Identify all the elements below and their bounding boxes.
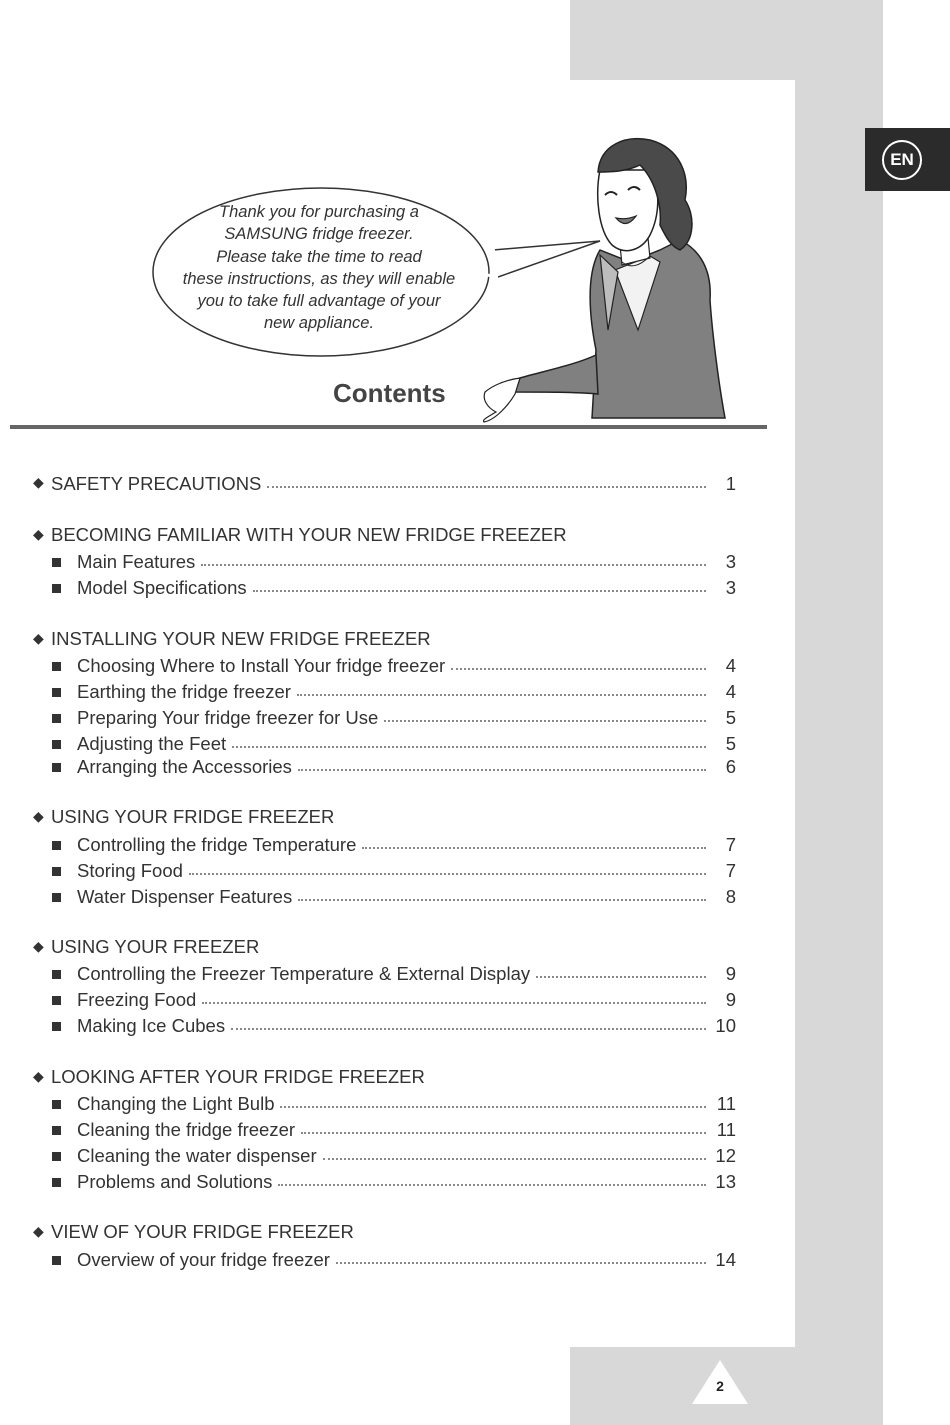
bubble-line: new appliance.	[263, 314, 375, 333]
gray-panel-right	[795, 0, 883, 1425]
toc-section-title: VIEW OF YOUR FRIDGE FREEZER	[51, 1221, 354, 1242]
toc-page-number: 7	[725, 834, 736, 855]
diamond-icon: ◆	[33, 1068, 44, 1084]
dot-leader	[536, 976, 706, 978]
toc-item-title: Cleaning the fridge freezer	[77, 1119, 296, 1140]
toc-item[interactable]	[52, 832, 736, 856]
toc-item[interactable]	[52, 1247, 736, 1271]
toc-page-number: 9	[725, 963, 736, 984]
toc-item[interactable]	[52, 1117, 736, 1141]
toc-page-number: 10	[715, 1015, 736, 1036]
toc-item-title: Arranging the Accessories	[77, 756, 292, 777]
toc-page-number: 11	[716, 1093, 736, 1114]
square-bullet-icon	[52, 763, 61, 772]
dot-leader	[232, 746, 706, 748]
diamond-icon: ◆	[33, 808, 44, 824]
dot-leader	[384, 720, 706, 722]
dot-leader	[451, 668, 706, 670]
dot-leader	[278, 1184, 706, 1186]
bubble-line: you to take full advantage of your	[197, 292, 441, 311]
toc-page-number: 8	[725, 886, 736, 907]
toc-item-title: Cleaning the water dispenser	[77, 1145, 317, 1166]
toc-page-number: 5	[725, 707, 736, 728]
toc-item-title: Changing the Light Bulb	[77, 1093, 275, 1114]
dot-leader	[231, 1028, 706, 1030]
toc-item-title: Overview of your fridge freezer	[77, 1249, 330, 1270]
diamond-icon: ◆	[33, 526, 44, 542]
toc-page-number: 14	[715, 1249, 736, 1270]
language-label: EN	[882, 140, 922, 180]
diamond-icon: ◆	[33, 630, 44, 646]
toc-page-number: 4	[725, 681, 736, 702]
square-bullet-icon	[52, 740, 61, 749]
bubble-line: SAMSUNG fridge freezer.	[224, 225, 414, 244]
bubble-line: Please take the time to read	[216, 247, 422, 266]
toc-section-title: INSTALLING YOUR NEW FRIDGE FREEZER	[51, 628, 431, 649]
dot-leader	[201, 564, 706, 566]
square-bullet-icon	[52, 1100, 61, 1109]
woman-figure	[484, 139, 726, 422]
square-bullet-icon	[52, 1256, 61, 1265]
toc-section-heading	[33, 806, 733, 828]
toc-item[interactable]	[52, 884, 736, 908]
toc-item[interactable]	[52, 1013, 736, 1037]
dot-leader	[189, 873, 706, 875]
toc-item[interactable]	[52, 653, 736, 677]
toc-section-safety[interactable]	[33, 471, 736, 495]
toc-item[interactable]	[52, 1169, 736, 1193]
toc-item[interactable]	[52, 987, 736, 1011]
toc-section-title: USING YOUR FRIDGE FREEZER	[51, 806, 335, 827]
toc-page-number: 3	[725, 551, 736, 572]
toc-page-number: 6	[725, 756, 736, 777]
toc-section-heading	[33, 1221, 733, 1243]
toc-item-title: Water Dispenser Features	[77, 886, 293, 907]
toc-page-number: 1	[725, 473, 736, 494]
dot-leader	[297, 694, 706, 696]
dot-leader	[253, 590, 706, 592]
dot-leader	[298, 899, 706, 901]
toc-item-title: Preparing Your fridge freezer for Use	[77, 707, 379, 728]
square-bullet-icon	[52, 584, 61, 593]
toc-section-title: SAFETY PRECAUTIONS	[51, 473, 262, 494]
dot-leader	[280, 1106, 706, 1108]
toc-item[interactable]	[52, 575, 736, 599]
square-bullet-icon	[52, 1022, 61, 1031]
diamond-icon: ◆	[33, 1223, 44, 1239]
square-bullet-icon	[52, 970, 61, 979]
square-bullet-icon	[52, 1126, 61, 1135]
toc-page-number: 4	[725, 655, 736, 676]
square-bullet-icon	[52, 996, 61, 1005]
bubble-line: these instructions, as they will enable	[182, 269, 456, 288]
dot-leader	[323, 1158, 706, 1160]
page-number: 2	[716, 1378, 724, 1394]
toc-item-title: Freezing Food	[77, 989, 197, 1010]
square-bullet-icon	[52, 714, 61, 723]
toc-section-heading	[33, 524, 733, 546]
dot-leader	[301, 1132, 706, 1134]
toc-page-number: 5	[725, 733, 736, 754]
language-tab	[865, 128, 950, 191]
toc-page-number: 7	[725, 860, 736, 881]
contents-heading: Contents	[333, 378, 446, 408]
toc-item[interactable]	[52, 1091, 736, 1115]
dot-leader	[267, 486, 706, 488]
square-bullet-icon	[52, 1152, 61, 1161]
toc-item-title: Main Features	[77, 551, 196, 572]
toc-page-number: 9	[725, 989, 736, 1010]
toc-item-title: Controlling the Freezer Temperature & External Display	[77, 963, 531, 984]
toc-item[interactable]	[52, 549, 736, 573]
dot-leader	[298, 769, 706, 771]
toc-item-title: Adjusting the Feet	[77, 733, 227, 754]
toc-item[interactable]	[52, 705, 736, 729]
toc-section-title: USING YOUR FREEZER	[51, 936, 260, 957]
square-bullet-icon	[52, 867, 61, 876]
toc-item-title: Controlling the fridge Temperature	[77, 834, 357, 855]
toc-item[interactable]	[52, 961, 736, 985]
toc-section-title: LOOKING AFTER YOUR FRIDGE FREEZER	[51, 1066, 425, 1087]
toc-item-title: Storing Food	[77, 860, 183, 881]
square-bullet-icon	[52, 893, 61, 902]
toc-item-title: Problems and Solutions	[77, 1171, 273, 1192]
toc-section-heading	[33, 936, 733, 958]
toc-page-number: 12	[715, 1145, 736, 1166]
bubble-line: Thank you for purchasing a	[219, 203, 419, 221]
toc-page-number: 13	[715, 1171, 736, 1192]
square-bullet-icon	[52, 558, 61, 567]
toc-section-heading	[33, 628, 733, 650]
square-bullet-icon	[52, 688, 61, 697]
toc-item[interactable]	[52, 1143, 736, 1167]
toc-section-heading	[33, 1066, 733, 1088]
toc-page-number: 3	[725, 577, 736, 598]
diamond-icon: ◆	[33, 938, 44, 954]
toc-item-title: Model Specifications	[77, 577, 247, 598]
toc-item-title: Choosing Where to Install Your fridge freezer	[77, 655, 446, 676]
toc-item-title: Earthing the fridge freezer	[77, 681, 291, 702]
toc-item[interactable]	[52, 858, 736, 882]
toc-item-title: Making Ice Cubes	[77, 1015, 226, 1036]
diamond-icon: ◆	[33, 474, 44, 490]
square-bullet-icon	[52, 841, 61, 850]
square-bullet-icon	[52, 1178, 61, 1187]
square-bullet-icon	[52, 662, 61, 671]
toc-page-number: 11	[716, 1119, 736, 1140]
dot-leader	[202, 1002, 706, 1004]
toc-item[interactable]	[52, 679, 736, 703]
dot-leader	[336, 1262, 706, 1264]
dot-leader	[362, 847, 706, 849]
toc-item[interactable]	[52, 754, 736, 778]
toc-item[interactable]	[52, 731, 736, 755]
heading-divider	[10, 425, 767, 429]
speech-bubble-text	[168, 201, 470, 335]
toc-section-title: BECOMING FAMILIAR WITH YOUR NEW FRIDGE FREEZER	[51, 524, 567, 545]
